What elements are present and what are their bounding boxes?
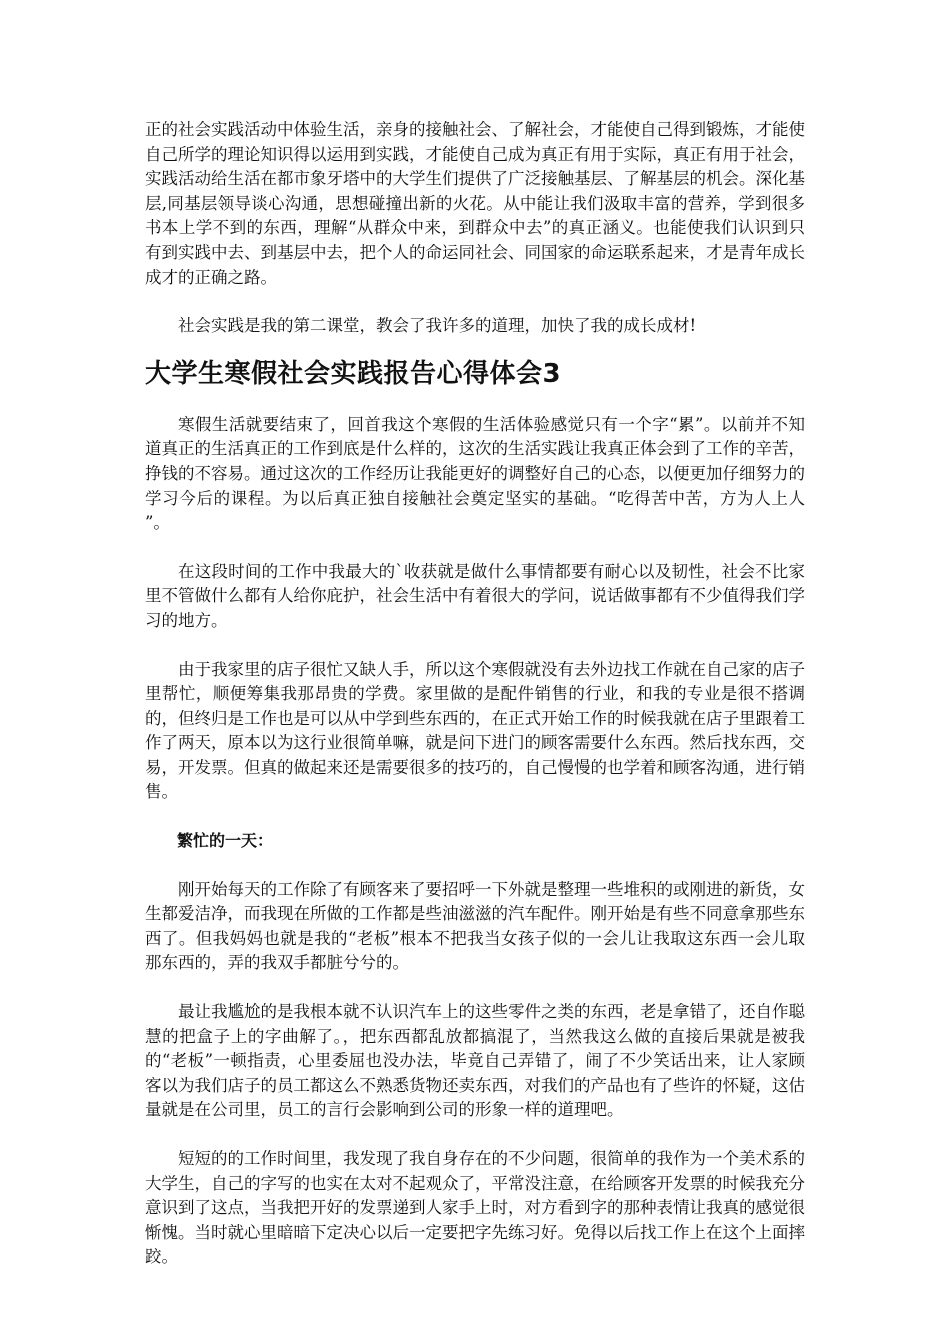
section-heading: 大学生寒假社会实践报告心得体会3 — [145, 358, 562, 389]
paragraph-gap — [145, 634, 805, 658]
paragraph-gap — [145, 805, 805, 829]
paragraph-gap — [145, 976, 805, 1000]
subheading-busy-day: 繁忙的一天： — [177, 831, 274, 851]
paragraph-gap — [145, 536, 805, 560]
paragraph-1: 寒假生活就要结束了，回首我这个寒假的生活体验感觉只有一个字“累”。以前并不知道真正的生活真正的工作到底是什么样的，这次的生活实践让我真正体会到了工作的辛苦，挣钱的不容易。通过这次的工作经历让我能更好的调整好自己的心态，以便更加仔细努力的学习今后的课程。为以后真正独自接触社会奠定坚实的基础。“吃得苦中苦，方为人上人 ”。 — [145, 414, 805, 533]
paragraph-4: 刚开始每天的工作除了有顾客来了要招呼一下外就是整理一些堆积的或刚进的新货，女生都爱洁净，而我现在所做的工作都是些油滋滋的汽车配件。刚开始是有些不同意拿那些东西了。但我妈妈也就是我的“老板”根本不把我当女孩子似的一会儿让我取这东西一会儿取那东西的，弄的我双手都脏兮兮的。 — [145, 879, 805, 973]
paragraph-2: 在这段时间的工作中我最大的`收获就是做什么事情都要有耐心以及韧性，社会不比家里不管做什么都有人给你庇护，社会生活中有着很大的学问，说话做事都有不少值得我们学习的地方。 — [145, 561, 805, 630]
paragraph-intro-continued: 正的社会实践活动中体验生活，亲身的接触社会、了解社会，才能使自己得到锻炼，才能使自己所学的理论知识得以运用到实践，才能使自己成为真正有用于实际，真正有用于社会，实践活动给生活在都市象牙塔中的大学生们提供了广泛接触基层、了解基层的机会。深化基层,同基层领导谈心沟通，思想碰撞出新的火花。从中能让我们汲取丰富的营养，学到很多书本上学不到的东西，理解“从群众中来，到群众中去”的真正涵义。也能使我们认识到只有到实践中去、到基层中去，把个人的命运同社会、同国家的命运联系起来，才是青年成长成才的正确之路。 — [145, 120, 805, 287]
paragraph-gap — [145, 1123, 805, 1147]
paragraph-gap — [145, 290, 805, 314]
paragraph-5: 最让我尴尬的是我根本就不认识汽车上的这些零件之类的东西，老是拿错了，还自作聪慧的把盒子上的字曲解了。，把东西都乱放都搞混了，当然我这么做的直接后果就是被我的“老板”一顿指责，心里委屈也没办法，毕竟自己弄错了，闹了不少笑话出来，让人家顾客以为我们店子的员工都这么不熟悉货物还卖东西，对我们的产品也有了些许的怀疑，这估量就是在公司里，员工的言行会影响到公司的形象一样的道理吧。 — [145, 1002, 805, 1120]
paragraph-3: 由于我家里的店子很忙又缺人手，所以这个寒假就没有去外边找工作就在自己家的店子里帮忙，顺便筹集我那昂贵的学费。家里做的是配件销售的行业，和我的专业是很不搭调的，但终归是工作也是可以从中学到些东西的，在正式开始工作的时候我就在店子里跟着工作了两天，原本以为这行业很简单嘛，就是问下进门的顾客需要什么东西。然后找东西，交易，开发票。但真的做起来还是需要很多的技巧的，自己慢慢的也学着和顾客沟通，进行销售。 — [145, 659, 805, 802]
paragraph-gap — [145, 854, 805, 878]
paragraph-conclusion: 社会实践是我的第二课堂，教会了我许多的道理，加快了我的成长成材! — [178, 316, 697, 336]
paragraph-6: 短短的的工作时间里，我发现了我自身存在的不少问题，很简单的我作为一个美术系的大学生，自己的字写的也实在太对不起观众了，平常没注意，在给顾客开发票的时候我充分意识到了这点，当我把开好的发票递到人家手上时，对方看到字的那种表情让我真的感觉很惭愧。当时就心里暗暗下定决心以后一定要把字先练习好。免得以后找工作上在这个上面摔跤。 — [145, 1149, 805, 1267]
document-page — [145, 118, 805, 1270]
